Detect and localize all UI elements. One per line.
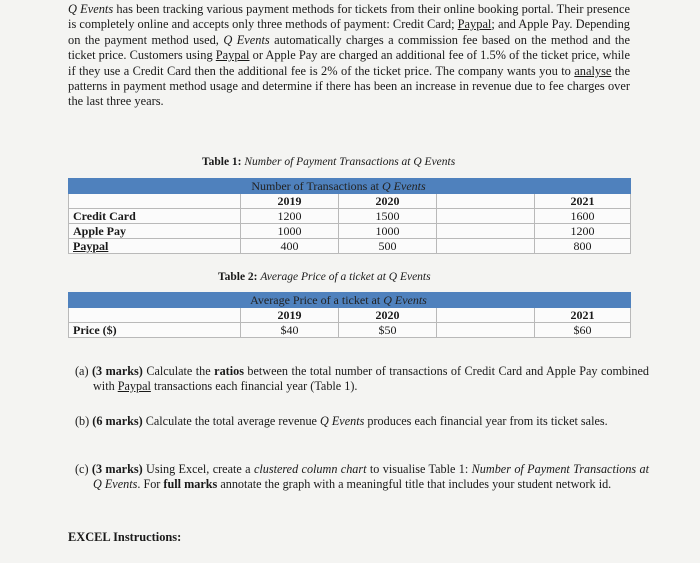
- table1: [68, 178, 631, 254]
- year-header: 2020: [339, 308, 437, 323]
- table2-year-row: [69, 308, 631, 323]
- intro-text-5: the patterns in payment method usage and determine if there has been an increase in revenue due to fee charges over the last three years.: [68, 63, 630, 109]
- table2-caption: Table 2: Average Price of a ticket at Q Events: [218, 271, 431, 283]
- year-header: 2021: [535, 194, 631, 209]
- question-b: (b) (6 marks) Calculate the total average revenue Q Events produces each financial year from its ticket sales.: [75, 414, 608, 428]
- year-header: 2019: [241, 194, 339, 209]
- excel-instructions-heading: EXCEL Instructions:: [68, 530, 182, 544]
- table1-year-row: [69, 194, 631, 209]
- question-a: (a) (3 marks) Calculate the ratios between the total number of transactions of Credit Card and Apple Pay combined with Paypal transactions each financial year (Table 1).: [75, 364, 650, 393]
- table2: [68, 292, 631, 338]
- company-name: Q Events: [68, 2, 114, 16]
- table2-group-header: Average Price of a ticket at Q Events: [241, 293, 437, 308]
- intro-text-4: or Apple Pay are charged an additional fee of 1.5% of the ticket price, while if they use a Credit Card then the additional fee is 2% of the ticket price. The company wants you to: [68, 48, 630, 78]
- table-row: Credit Card 1200 1500 1600: [69, 209, 631, 224]
- company-name: Q Events: [223, 32, 270, 47]
- paypal-word: Paypal: [215, 48, 250, 63]
- row-label: Credit Card: [69, 209, 241, 224]
- analyse-word: analyse: [574, 63, 612, 78]
- table-row: Apple Pay 1000 1000 1200: [69, 224, 631, 239]
- table-row: Paypal 400 500 800: [69, 239, 631, 254]
- intro-text-1: has been tracking various payment methods for tickets from their online booking portal. Their presence is completely online and accepts only three methods of payment: Credit Card;: [68, 2, 630, 32]
- table1-caption: Table 1: Number of Payment Transactions at Q Events: [202, 156, 456, 168]
- table1-group-header: Number of Transactions at Q Events: [241, 179, 437, 194]
- row-label: Apple Pay: [69, 224, 241, 239]
- year-header: 2021: [535, 308, 631, 323]
- year-header: 2020: [339, 194, 437, 209]
- paypal-word: Paypal: [457, 17, 492, 32]
- table2-group-row: [69, 293, 631, 308]
- table-row: Price ($) $40 $50 $60: [69, 323, 631, 338]
- intro-paragraph: [68, 2, 630, 110]
- row-label: Paypal: [69, 239, 241, 254]
- intro-text-2: ; and Apple Pay. Depending on the payment method used,: [68, 17, 630, 47]
- table1-group-row: [69, 179, 631, 194]
- row-label: Price ($): [69, 323, 241, 338]
- year-header: 2019: [241, 308, 339, 323]
- question-c: (c) (3 marks) Using Excel, create a clustered column chart to visualise Table 1: Number of Payment Transactions at Q Events. For full marks annotate the graph with a meaningful title that includes your student network id.: [75, 462, 650, 491]
- intro-text-3: automatically charges a commission fee based on the method and the ticket price. Customers using: [68, 32, 630, 63]
